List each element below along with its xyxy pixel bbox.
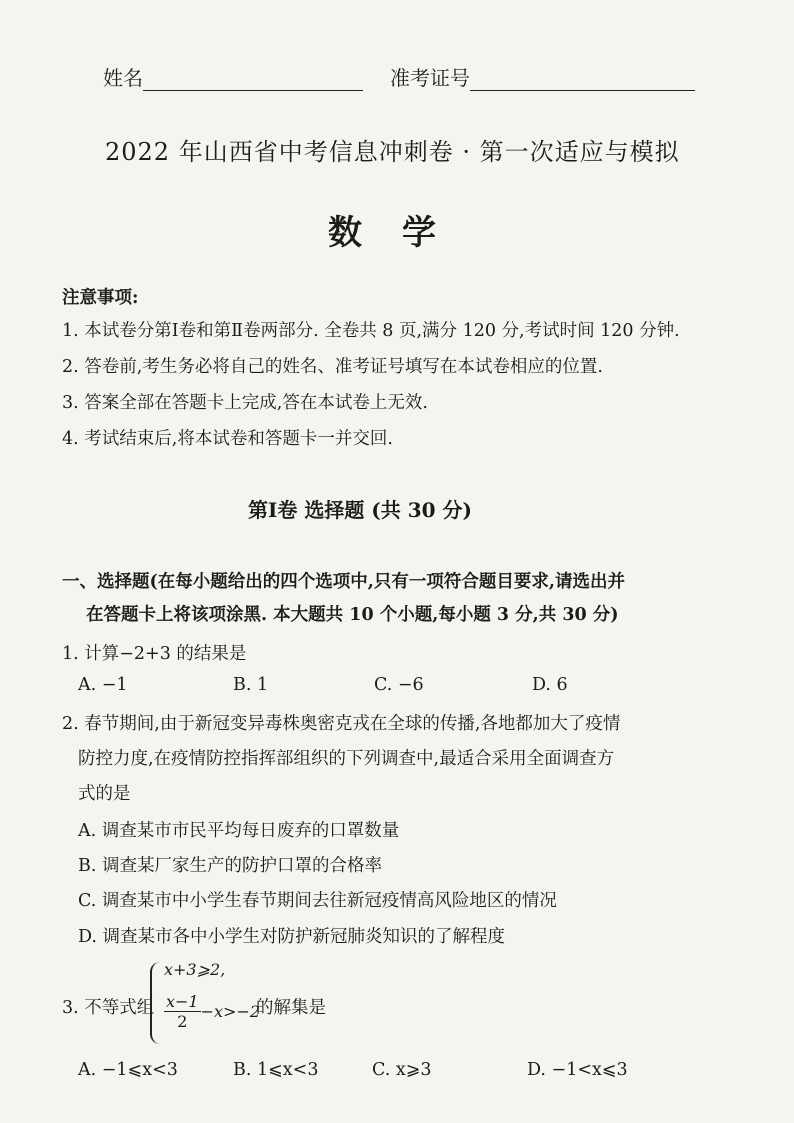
id-field-row xyxy=(390,62,695,91)
q1-option-d: D. 6 xyxy=(532,675,568,695)
q2-option-a: A. 调查某市市民平均每日废弃的口罩数量 xyxy=(78,821,400,841)
q3-option-b: B. 1⩽x<3 xyxy=(233,1060,319,1080)
part1-instructions-line2: 在答题卡上将该项涂黑. 本大题共 10 个小题,每小题 3 分,共 30 分) xyxy=(86,605,619,625)
section-title: 第Ⅰ卷 选择题 (共 30 分) xyxy=(248,498,472,522)
question-3-suffix: 的解集是 xyxy=(256,998,326,1018)
notes-heading: 注意事项: xyxy=(62,288,139,308)
part1-instructions-line1: 一、选择题(在每小题给出的四个选项中,只有一项符合题目要求,请选出并 xyxy=(62,572,625,592)
question-2-stem-line1: 2. 春节期间,由于新冠变异毒株奥密克戎在全球的传播,各地都加大了疫情 xyxy=(62,714,621,734)
q1-option-c: C. −6 xyxy=(374,675,424,695)
id-blank-line xyxy=(470,72,695,91)
q3-fraction-numerator: x−1 xyxy=(166,992,199,1011)
name-field-row xyxy=(103,62,363,91)
name-label: 姓名 xyxy=(103,66,143,90)
q3-inequality-1: x+3⩾2, xyxy=(164,960,226,979)
id-label: 准考证号 xyxy=(390,66,470,90)
note-item: 2. 答卷前,考生务必将自己的姓名、准考证号填写在本试卷相应的位置. xyxy=(62,357,603,377)
q2-option-b: B. 调查某厂家生产的防护口罩的合格率 xyxy=(78,856,382,876)
q3-fraction-denominator: 2 xyxy=(177,1012,188,1031)
name-blank-line xyxy=(143,72,363,91)
q3-option-c: C. x⩾3 xyxy=(372,1060,432,1080)
note-item: 3. 答案全部在答题卡上完成,答在本试卷上无效. xyxy=(62,393,428,413)
q3-inequality-2 xyxy=(164,992,260,1031)
q3-inequality-2-rest: −x>−2 xyxy=(200,1002,261,1021)
note-item: 1. 本试卷分第Ⅰ卷和第Ⅱ卷两部分. 全卷共 8 页,满分 120 分,考试时间 120 分钟. xyxy=(62,321,680,341)
question-3-prefix: 3. 不等式组 xyxy=(62,998,155,1018)
q2-option-d: D. 调查某市各中小学生对防护新冠肺炎知识的了解程度 xyxy=(78,927,506,947)
q1-option-a: A. −1 xyxy=(78,675,128,695)
q3-option-d: D. −1<x⩽3 xyxy=(527,1060,628,1080)
q3-option-a: A. −1⩽x<3 xyxy=(78,1060,178,1080)
system-brace xyxy=(150,962,162,1044)
note-item: 4. 考试结束后,将本试卷和答题卡一并交回. xyxy=(62,429,393,449)
q1-option-b: B. 1 xyxy=(233,675,269,695)
subject-title: 数学 xyxy=(328,213,476,253)
q3-fraction xyxy=(164,992,201,1031)
question-2-stem-line2: 防控力度,在疫情防控指挥部组织的下列调查中,最适合采用全面调查方 xyxy=(78,749,615,769)
exam-title: 2022 年山西省中考信息冲刺卷 · 第一次适应与模拟 xyxy=(105,138,680,166)
question-1-stem: 1. 计算−2+3 的结果是 xyxy=(62,644,247,664)
question-2-stem-line3: 式的是 xyxy=(78,784,131,804)
q2-option-c: C. 调查某市中小学生春节期间去往新冠疫情高风险地区的情况 xyxy=(78,891,557,911)
